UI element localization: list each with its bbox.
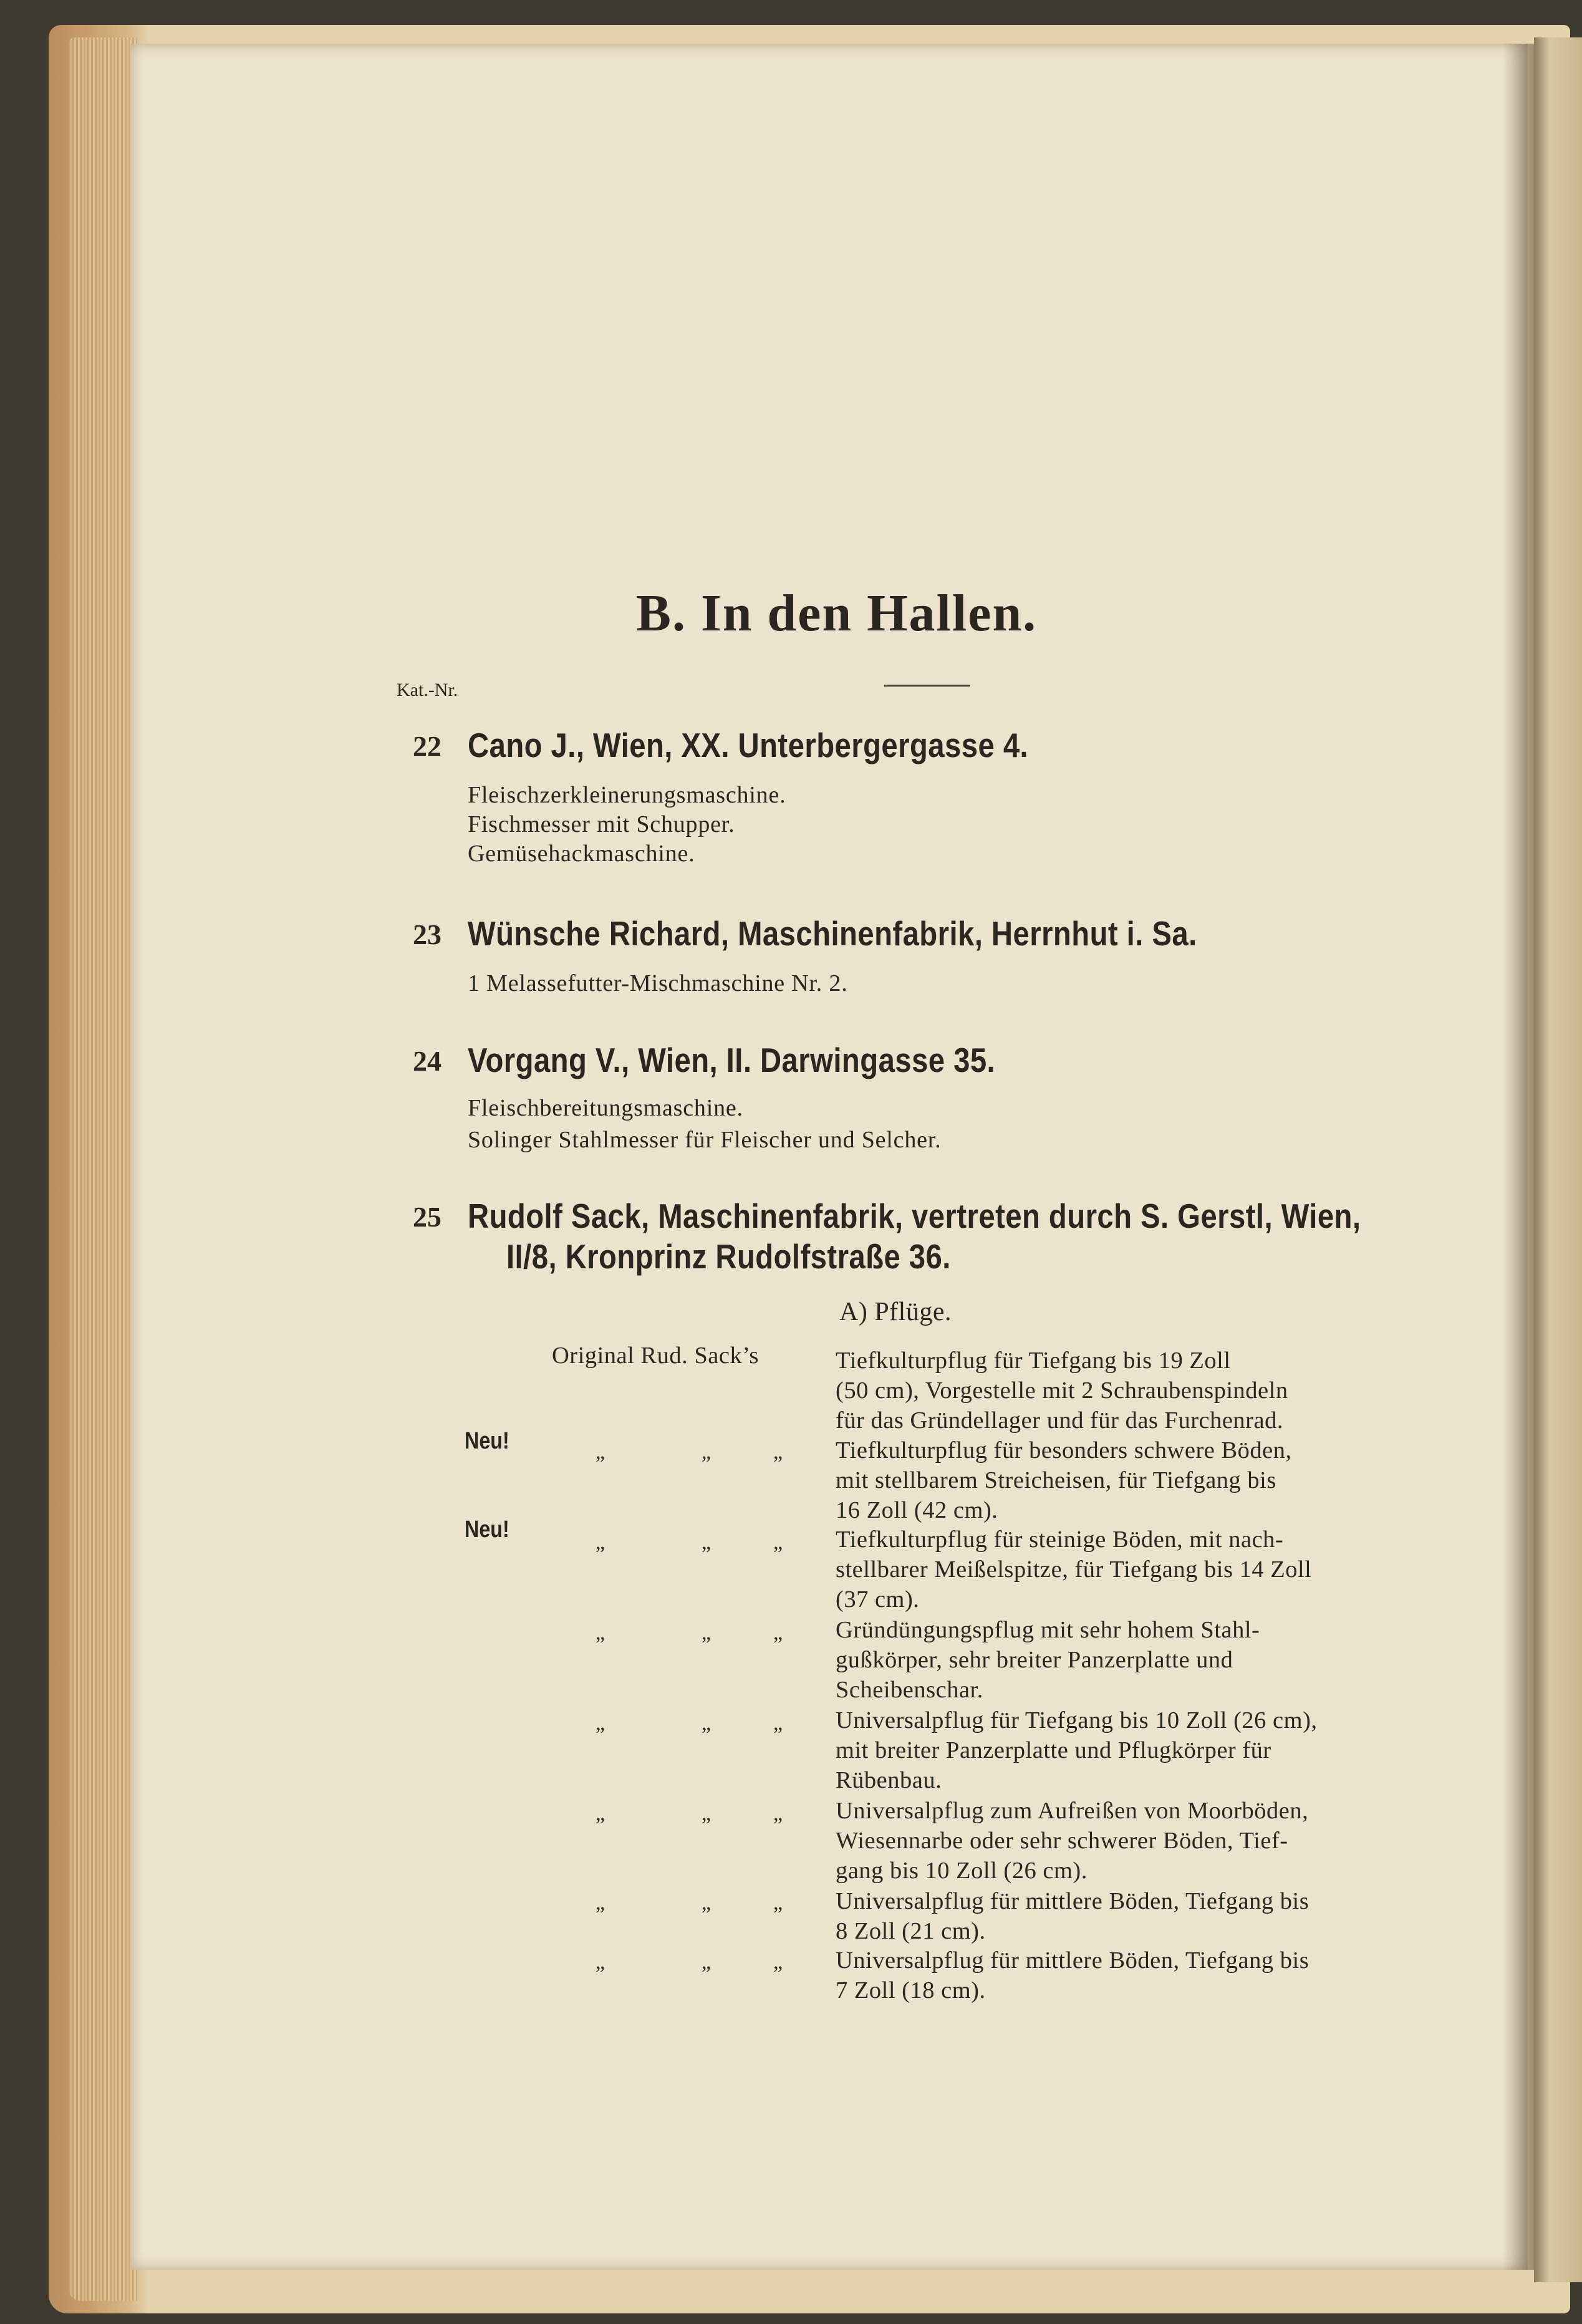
- product-line: Tiefkulturpflug für Tiefgang bis 19 Zoll: [836, 1348, 1231, 1374]
- ditto-mark: „: [596, 1950, 605, 1974]
- ditto-mark: „: [702, 1531, 711, 1554]
- entry-line: 1 Melassefutter-Mischmaschine Nr. 2.: [468, 970, 848, 996]
- entry-heading: Vorgang V., Wien, II. Darwingasse 35.: [468, 1041, 996, 1079]
- entry-line: Fleischzerkleinerungsmaschine.: [468, 782, 786, 808]
- ditto-mark: „: [596, 1440, 605, 1463]
- spine-shadow: [1503, 44, 1534, 2270]
- entry-line: Solinger Stahlmesser für Fleischer und Selcher.: [468, 1127, 942, 1153]
- product-line: Tiefkulturpflug für besonders schwere Böden,: [836, 1437, 1292, 1463]
- original-label: Original Rud. Sack’s: [552, 1343, 759, 1369]
- ditto-mark: „: [702, 1891, 711, 1914]
- entry-line: Fleischbereitungsmaschine.: [468, 1095, 743, 1121]
- ditto-mark: „: [596, 1891, 605, 1914]
- product-line: gang bis 10 Zoll (26 cm).: [836, 1858, 1088, 1884]
- neu-marker: Neu!: [465, 1516, 509, 1543]
- ditto-mark: „: [773, 1891, 783, 1914]
- catalog-number-label: Kat.-Nr.: [397, 680, 458, 700]
- heading-rule: [884, 685, 970, 687]
- product-line: stellbarer Meißelspitze, für Tiefgang bis 14 Zoll: [836, 1556, 1312, 1583]
- ditto-mark: „: [702, 1621, 711, 1644]
- product-line: Rübenbau.: [836, 1767, 942, 1793]
- product-line: mit breiter Panzerplatte und Pflugkörper für: [836, 1737, 1271, 1763]
- ditto-mark: „: [773, 1440, 783, 1463]
- product-line: für das Gründellager und für das Furchenrad.: [836, 1407, 1283, 1434]
- product-line: Universalpflug für mittlere Böden, Tiefgang bis: [836, 1888, 1309, 1914]
- entry-heading: II/8, Kronprinz Rudolfstraße 36.: [506, 1237, 951, 1276]
- neu-marker: Neu!: [465, 1428, 509, 1454]
- ditto-mark: „: [773, 1802, 783, 1825]
- product-line: Gründüngungspflug mit sehr hohem Stahl-: [836, 1617, 1260, 1643]
- product-line: 8 Zoll (21 cm).: [836, 1918, 986, 1944]
- entry-number: 25: [413, 1201, 441, 1233]
- entry-number: 22: [413, 730, 441, 762]
- ditto-mark: „: [773, 1621, 783, 1644]
- entry-line: Gemüsehackmaschine.: [468, 841, 695, 867]
- product-line: Universalpflug für Tiefgang bis 10 Zoll (26 cm),: [836, 1707, 1318, 1733]
- ditto-mark: „: [702, 1950, 711, 1974]
- ditto-mark: „: [702, 1712, 711, 1735]
- entry-heading: Rudolf Sack, Maschinenfabrik, vertreten durch S. Gerstl, Wien,: [468, 1197, 1361, 1235]
- product-line: Scheibenschar.: [836, 1677, 983, 1703]
- product-line: 7 Zoll (18 cm).: [836, 1977, 986, 2003]
- product-line: (37 cm).: [836, 1586, 920, 1613]
- ditto-mark: „: [702, 1440, 711, 1463]
- product-line: Tiefkulturpflug für steinige Böden, mit nach-: [836, 1526, 1284, 1553]
- subsection-heading: A) Pflüge.: [839, 1298, 952, 1326]
- ditto-mark: „: [773, 1712, 783, 1735]
- book-page: [131, 44, 1528, 2270]
- entry-heading: Wünsche Richard, Maschinenfabrik, Herrnhut i. Sa.: [468, 914, 1197, 953]
- product-line: mit stellbarem Streicheisen, für Tiefgang bis: [836, 1467, 1276, 1493]
- page-stack-edges: [69, 37, 137, 2301]
- ditto-mark: „: [773, 1950, 783, 1974]
- product-line: Universalpflug für mittlere Böden, Tiefgang bis: [836, 1947, 1309, 1974]
- product-line: Wiesennarbe oder sehr schwerer Böden, Tief-: [836, 1828, 1288, 1854]
- ditto-mark: „: [702, 1802, 711, 1825]
- ditto-mark: „: [596, 1621, 605, 1644]
- entry-line: Fischmesser mit Schupper.: [468, 811, 735, 837]
- facing-page-edge: [1534, 37, 1582, 2282]
- product-line: (50 cm), Vorgestelle mit 2 Schraubenspindeln: [836, 1377, 1288, 1404]
- entry-number: 24: [413, 1045, 441, 1077]
- ditto-mark: „: [596, 1531, 605, 1554]
- ditto-mark: „: [596, 1802, 605, 1825]
- ditto-mark: „: [596, 1712, 605, 1735]
- page-heading: B. In den Hallen.: [636, 584, 1038, 642]
- ditto-mark: „: [773, 1531, 783, 1554]
- product-line: 16 Zoll (42 cm).: [836, 1497, 998, 1523]
- product-line: Universalpflug zum Aufreißen von Moorböden,: [836, 1798, 1309, 1824]
- product-line: gußkörper, sehr breiter Panzerplatte und: [836, 1647, 1233, 1673]
- entry-heading: Cano J., Wien, XX. Unterbergergasse 4.: [468, 726, 1029, 764]
- entry-number: 23: [413, 919, 441, 950]
